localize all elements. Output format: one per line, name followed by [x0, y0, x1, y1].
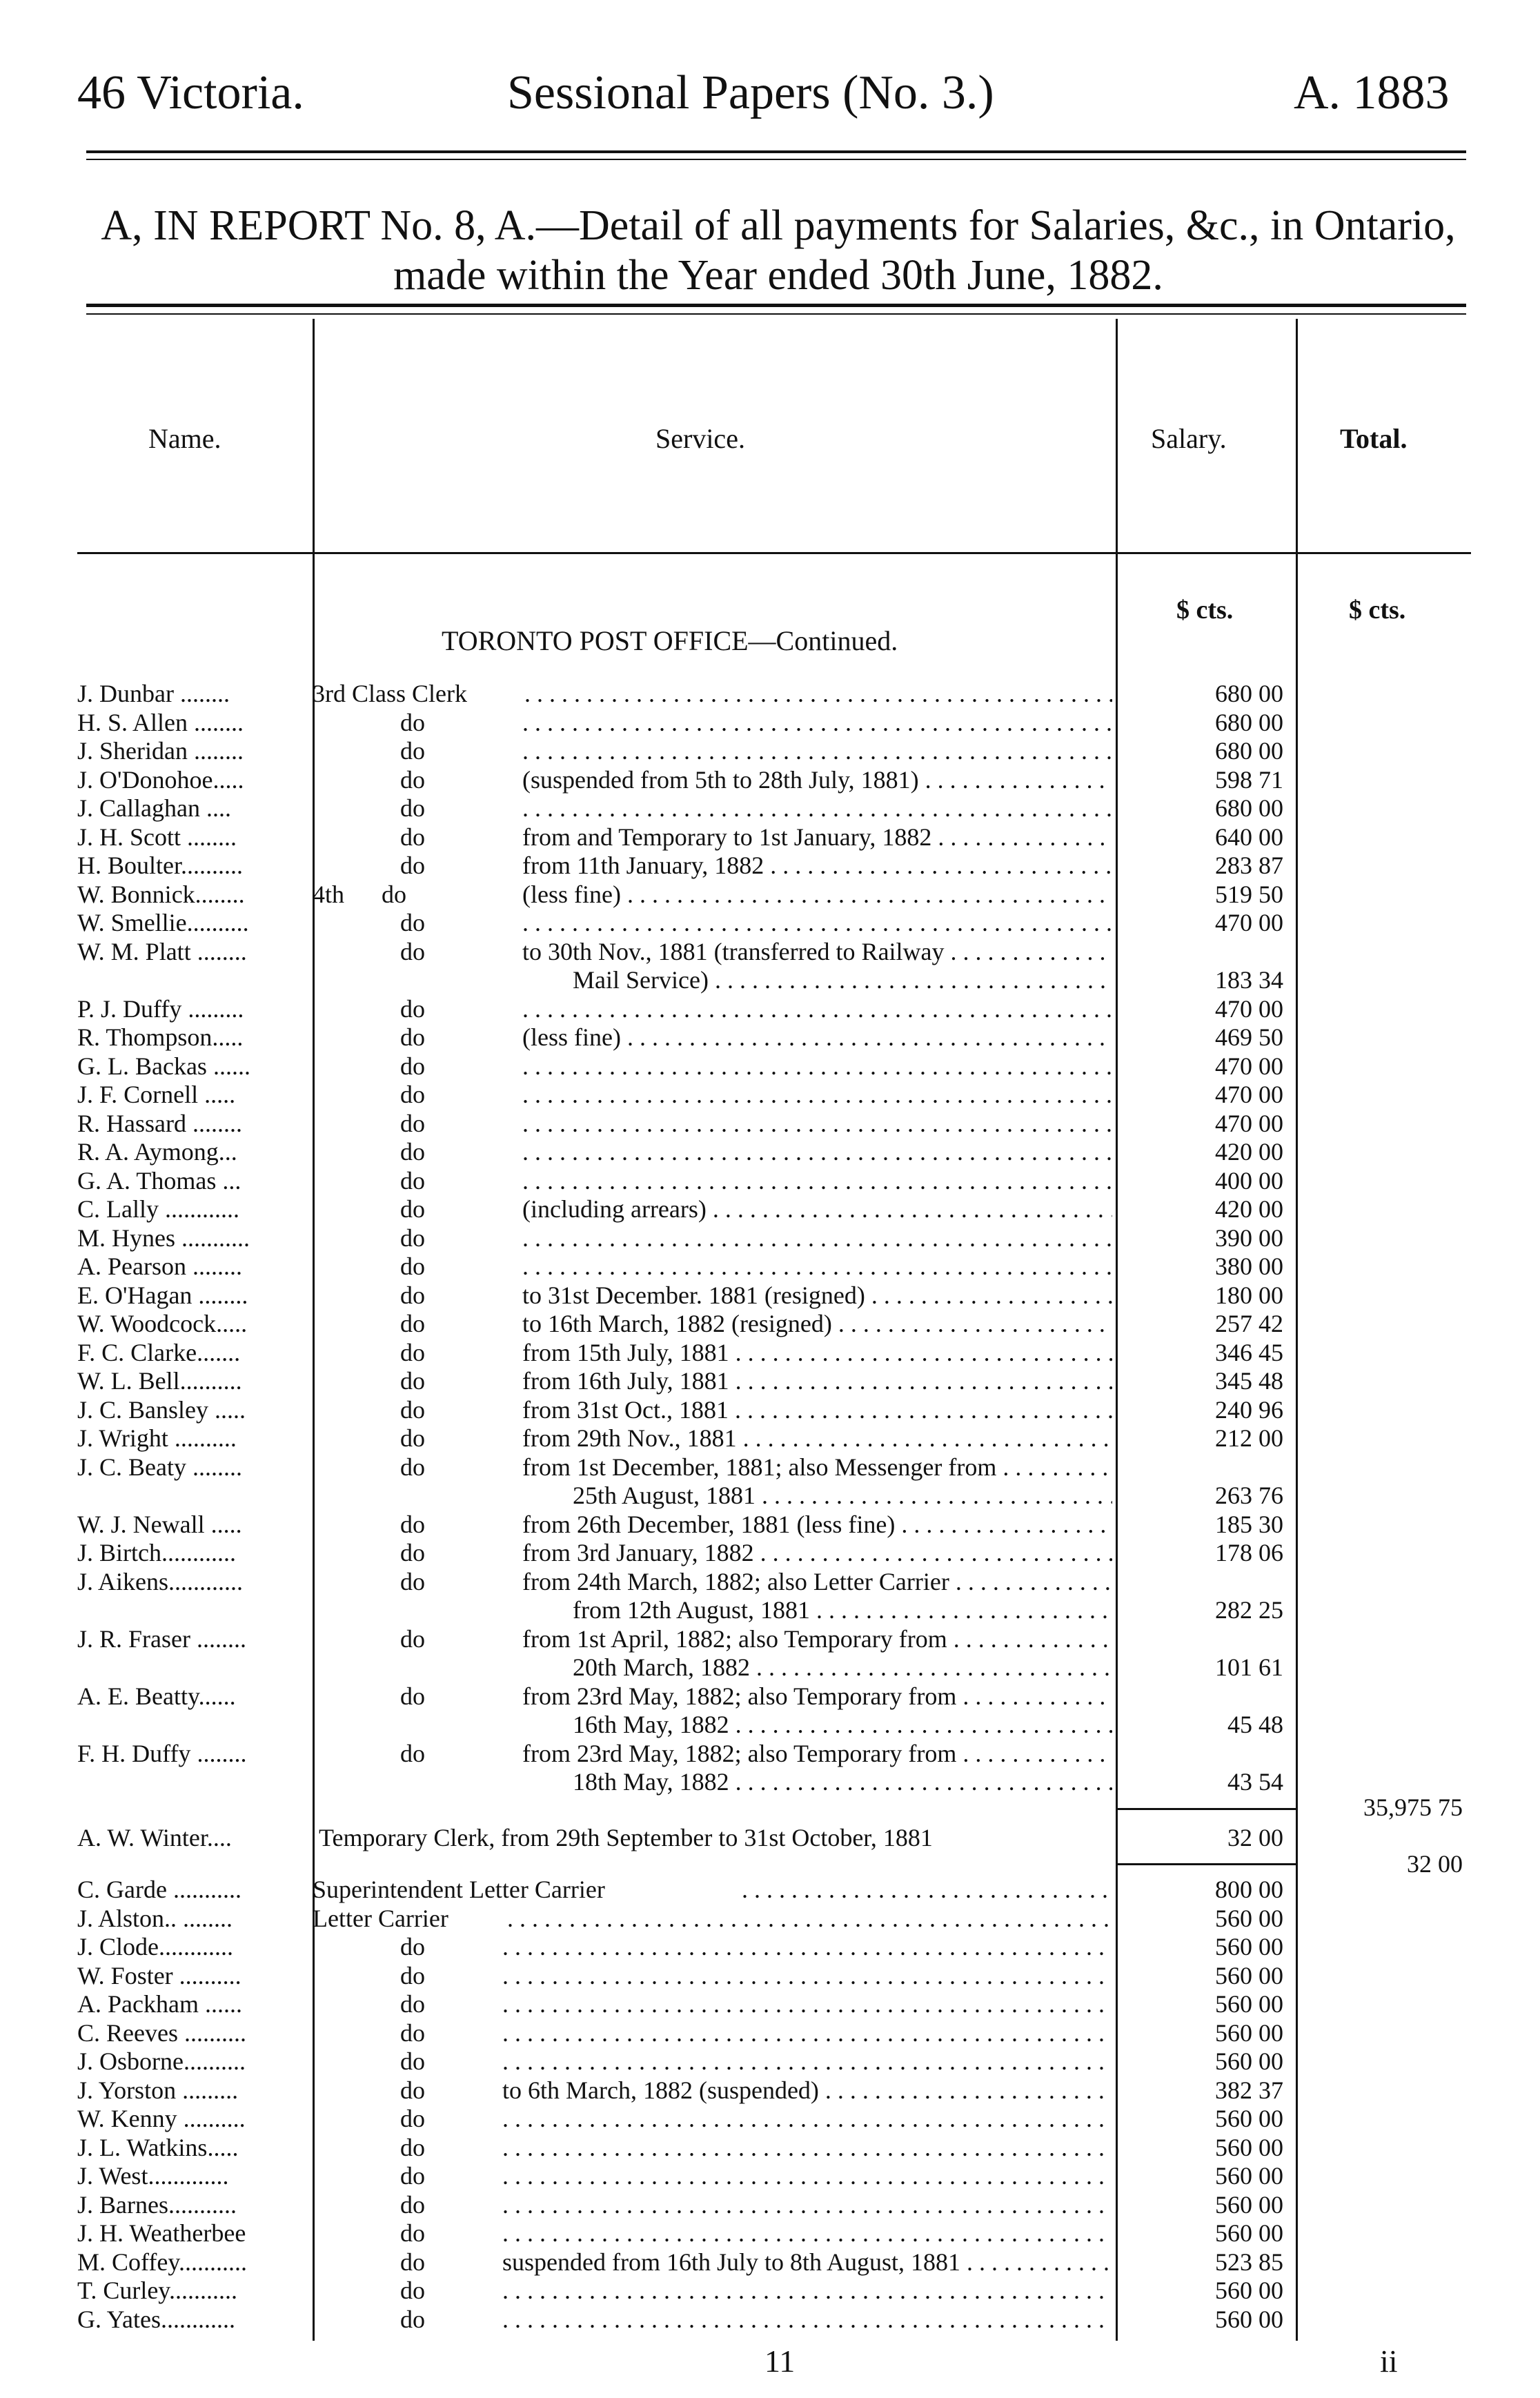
- row-salary: 420 00: [1215, 1138, 1283, 1166]
- table-row: [0, 938, 1540, 966]
- row-name: A. Pearson ........: [77, 1252, 242, 1280]
- subtotal-rule: [1118, 1808, 1296, 1810]
- row-name: J. Wright ..........: [77, 1424, 237, 1452]
- table-row: [0, 1511, 1540, 1539]
- winter-service: Temporary Clerk, from 29th September to 31st October, 1881: [319, 1824, 933, 1851]
- table-row: [0, 1453, 1540, 1482]
- row-service: Mail Service) . . .: [573, 966, 1112, 994]
- table-row: [0, 1281, 1540, 1310]
- row-salary: 680 00: [1215, 737, 1283, 765]
- row-salary: 560 00: [1215, 2219, 1283, 2247]
- row-name: W. Kenny ..........: [77, 2105, 246, 2132]
- table-row: [0, 1310, 1540, 1338]
- table-row: [0, 794, 1540, 823]
- row-service: 20th March, 1882 . . .: [573, 1653, 1112, 1682]
- table-row: [0, 1052, 1540, 1081]
- row-service: suspended from 16th July to 8th August, 1881 . . .: [502, 2248, 1112, 2277]
- row-name: J. Osborne..........: [77, 2047, 246, 2075]
- row-service: [524, 680, 1112, 708]
- row-name: J. Callaghan ....: [77, 794, 231, 822]
- row-class: do: [400, 1453, 425, 1481]
- row-service: from 24th March, 1882; also Letter Carrier . . .: [522, 1568, 1112, 1596]
- salary-unit: $ cts.: [1176, 596, 1234, 625]
- row-salary: 390 00: [1215, 1223, 1283, 1252]
- row-salary: 257 42: [1215, 1310, 1283, 1337]
- row-salary: 43 54: [1227, 1768, 1283, 1796]
- row-name: M. Coffey...........: [77, 2248, 247, 2276]
- row-salary: 598 71: [1215, 765, 1283, 794]
- table-row: [0, 1933, 1540, 1961]
- row-name: J. C. Beaty ........: [77, 1453, 242, 1481]
- row-salary: 380 00: [1215, 1252, 1283, 1280]
- row-salary: 283 87: [1215, 852, 1283, 879]
- row-name: J. L. Watkins.....: [77, 2133, 239, 2161]
- row-service: [522, 1081, 1112, 1109]
- row-salary: 470 00: [1215, 1109, 1283, 1137]
- row-class: Letter Carrier: [313, 1904, 448, 1932]
- row-name: J. R. Fraser ........: [77, 1624, 246, 1653]
- row-class: do: [400, 1624, 425, 1653]
- row-service: [742, 1876, 1112, 1904]
- table-row: [0, 766, 1540, 794]
- row-service: from 1st December, 1881; also Messenger from . . .: [522, 1453, 1112, 1482]
- row-class: do: [400, 1223, 425, 1252]
- row-service: [522, 995, 1112, 1023]
- row-service: from 16th July, 1881 . . .: [522, 1367, 1112, 1395]
- row-salary: 470 00: [1215, 909, 1283, 936]
- col-salary-header: Salary.: [1151, 423, 1227, 454]
- row-service: from and Temporary to 1st January, 1882 . . .: [522, 823, 1112, 852]
- row-salary: 185 30: [1215, 1510, 1283, 1538]
- table-row: [0, 1682, 1540, 1711]
- row-name: W. Bonnick........: [77, 880, 245, 908]
- row-salary: 345 48: [1215, 1367, 1283, 1395]
- table-row: [0, 1596, 1540, 1624]
- row-salary: 680 00: [1215, 680, 1283, 707]
- table-row: [0, 737, 1540, 765]
- row-service: [502, 2162, 1112, 2190]
- header-center: Sessional Papers (No. 3.): [507, 66, 994, 119]
- row-class: do: [400, 2219, 425, 2247]
- row-name: A. E. Beatty......: [77, 1682, 236, 1710]
- header-right: A. 1883: [1294, 66, 1450, 119]
- table-row: [0, 1711, 1540, 1739]
- table-row: [0, 1224, 1540, 1252]
- row-salary: 183 34: [1215, 966, 1283, 994]
- row-class: Superintendent Letter Carrier: [313, 1876, 605, 1903]
- row-salary: 560 00: [1215, 1990, 1283, 2018]
- row-salary: 560 00: [1215, 2105, 1283, 2132]
- row-name: C. Reeves ..........: [77, 2018, 246, 2047]
- table-row: [0, 1653, 1540, 1682]
- row-name: W. M. Platt ........: [77, 937, 247, 965]
- row-service: [502, 2277, 1112, 2305]
- row-name: E. O'Hagan ........: [77, 1281, 248, 1309]
- row-salary: 420 00: [1215, 1195, 1283, 1223]
- row-class: do: [400, 2133, 425, 2161]
- row-name: G. Yates............: [77, 2305, 236, 2333]
- row-service: [502, 2019, 1112, 2047]
- row-class: do: [400, 2277, 425, 2304]
- col-name-header: Name.: [148, 423, 221, 454]
- row-class: do: [400, 1023, 425, 1051]
- row-name: C. Garde ...........: [77, 1876, 241, 1903]
- row-salary: 470 00: [1215, 994, 1283, 1023]
- row-salary: 560 00: [1215, 1904, 1283, 1932]
- row-class: do: [400, 1424, 425, 1452]
- table-row: [0, 709, 1540, 737]
- row-name: J. C. Bansley .....: [77, 1395, 246, 1424]
- row-class: do: [400, 794, 425, 822]
- row-service: [507, 1905, 1112, 1933]
- row-class: do: [400, 1682, 425, 1710]
- col-service-header: Service.: [655, 423, 745, 454]
- table-row: [0, 1167, 1540, 1195]
- row-class: do: [400, 765, 425, 794]
- row-service: [522, 1224, 1112, 1252]
- table-row: [0, 1990, 1540, 2018]
- row-salary: 680 00: [1215, 794, 1283, 822]
- row-service: to 31st December. 1881 (resigned) . . .: [522, 1281, 1112, 1310]
- row-class: do: [400, 1195, 425, 1223]
- subtotal-clerks: 35,975 75: [1363, 1793, 1463, 1821]
- row-name: W. Woodcock.....: [77, 1310, 248, 1337]
- table-row: [0, 1424, 1540, 1453]
- table-row: [0, 1195, 1540, 1223]
- row-salary: 560 00: [1215, 1961, 1283, 1989]
- row-salary: 469 50: [1215, 1023, 1283, 1051]
- header-rule-top: [86, 150, 1466, 153]
- row-salary: 240 96: [1215, 1395, 1283, 1424]
- winter-total: 32 00: [1407, 1850, 1463, 1878]
- row-name: J. Yorston .........: [77, 2076, 239, 2104]
- row-name: J. Sheridan ........: [77, 737, 244, 765]
- row-salary: 282 25: [1215, 1596, 1283, 1624]
- table-row: [0, 2219, 1540, 2248]
- row-class: do: [400, 2105, 425, 2132]
- row-service: [502, 2219, 1112, 2248]
- row-service: from 26th December, 1881 (less fine) . . .: [522, 1511, 1112, 1539]
- row-class: do: [400, 994, 425, 1023]
- col-total-header: Total.: [1340, 423, 1408, 454]
- table-row: [0, 2134, 1540, 2162]
- row-class: 3rd Class Clerk: [313, 680, 467, 707]
- row-name: J. Aikens............: [77, 1567, 244, 1595]
- row-service: [502, 1990, 1112, 2018]
- row-name: H. Boulter..........: [77, 852, 243, 879]
- row-salary: 800 00: [1215, 1876, 1283, 1903]
- table-row: [0, 2162, 1540, 2190]
- row-salary: 519 50: [1215, 880, 1283, 908]
- row-class: do: [400, 1933, 425, 1960]
- row-name: M. Hynes ...........: [77, 1223, 250, 1252]
- row-service: from 31st Oct., 1881 . . .: [522, 1396, 1112, 1424]
- table-row: [0, 881, 1540, 909]
- row-class: do: [400, 1281, 425, 1309]
- row-salary: 346 45: [1215, 1338, 1283, 1366]
- row-class: do: [400, 1338, 425, 1366]
- row-salary: 263 76: [1215, 1482, 1283, 1509]
- row-class: do: [400, 1138, 425, 1166]
- row-service: from 11th January, 1882 . . .: [522, 852, 1112, 880]
- row-service: from 3rd January, 1882 . . .: [522, 1539, 1112, 1567]
- row-service: to 6th March, 1882 (suspended) . . .: [502, 2076, 1112, 2105]
- row-service: to 30th Nov., 1881 (transferred to Railway . . .: [522, 938, 1112, 966]
- row-name: J. Clode............: [77, 1933, 234, 1960]
- row-class: do: [400, 1961, 425, 1989]
- row-service: [502, 2306, 1112, 2334]
- row-salary: 560 00: [1215, 2162, 1283, 2190]
- table-row: [0, 1138, 1540, 1166]
- row-class: do: [400, 1395, 425, 1424]
- row-salary: 680 00: [1215, 708, 1283, 736]
- row-service: 25th August, 1881 . . .: [573, 1482, 1112, 1510]
- row-name: J. Birtch............: [77, 1539, 236, 1566]
- row-class: do: [400, 2248, 425, 2276]
- row-name: A. Packham ......: [77, 1990, 242, 2018]
- row-class: do: [400, 1166, 425, 1195]
- row-salary: 212 00: [1215, 1424, 1283, 1452]
- row-service: [502, 2047, 1112, 2076]
- row-class: do: [400, 1081, 425, 1108]
- row-service: (less fine) . . .: [522, 1023, 1112, 1052]
- row-name: J. Barnes...........: [77, 2190, 237, 2219]
- table-row: [0, 1876, 1540, 1904]
- row-name: J. F. Cornell .....: [77, 1081, 236, 1108]
- row-class: do: [400, 2076, 425, 2104]
- row-salary: 640 00: [1215, 823, 1283, 851]
- header-rule-bottom: [86, 159, 1466, 160]
- table-row: [0, 1081, 1540, 1109]
- row-service: [522, 1167, 1112, 1195]
- table-row: [0, 2248, 1540, 2277]
- table-row: [0, 823, 1540, 852]
- row-class: do: [400, 2047, 425, 2075]
- row-salary: 45 48: [1227, 1711, 1283, 1738]
- table-row: [0, 2191, 1540, 2219]
- row-service: from 23rd May, 1882; also Temporary from . . .: [522, 1682, 1112, 1711]
- row-salary: 101 61: [1215, 1653, 1283, 1681]
- row-service: (less fine) . . .: [522, 881, 1112, 909]
- row-name: J. O'Donohoe.....: [77, 765, 244, 794]
- row-service: from 1st April, 1882; also Temporary from . . .: [522, 1625, 1112, 1653]
- row-name: G. L. Backas ......: [77, 1052, 250, 1080]
- row-service: from 15th July, 1881 . . .: [522, 1339, 1112, 1367]
- table-row: [0, 1539, 1540, 1567]
- table-row: [0, 1905, 1540, 1933]
- row-service: [522, 709, 1112, 737]
- row-name: W. Smellie..........: [77, 909, 249, 936]
- row-class: do: [400, 852, 425, 879]
- row-service: (including arrears) . . .: [522, 1195, 1112, 1223]
- table-row: [0, 2306, 1540, 2334]
- table-row: [0, 2277, 1540, 2305]
- row-class: do: [400, 1567, 425, 1595]
- row-name: F. C. Clarke.......: [77, 1338, 241, 1366]
- row-class: do: [400, 1990, 425, 2018]
- table-row: [0, 1568, 1540, 1596]
- row-service: [522, 1052, 1112, 1081]
- table-row: [0, 995, 1540, 1023]
- row-service: [502, 2191, 1112, 2219]
- row-salary: 178 06: [1215, 1539, 1283, 1566]
- row-service: [522, 794, 1112, 823]
- row-name: R. Hassard ........: [77, 1109, 242, 1137]
- winter-rule: [1118, 1863, 1296, 1865]
- row-name: J. Dunbar ........: [77, 680, 230, 707]
- row-service: [522, 909, 1112, 937]
- row-name: P. J. Duffy .........: [77, 994, 244, 1023]
- row-class: do: [400, 1739, 425, 1767]
- row-name: J. Alston.. ........: [77, 1904, 233, 1932]
- row-class: do: [400, 1052, 425, 1080]
- row-salary: 470 00: [1215, 1081, 1283, 1108]
- table-row: [0, 2047, 1540, 2076]
- row-salary: 470 00: [1215, 1052, 1283, 1080]
- table-row: [0, 1396, 1540, 1424]
- row-name: H. S. Allen ........: [77, 708, 244, 736]
- row-class: do: [400, 909, 425, 936]
- table-row: [0, 1740, 1540, 1768]
- row-salary: 523 85: [1215, 2248, 1283, 2276]
- table-row: [0, 2105, 1540, 2133]
- row-name: R. A. Aymong...: [77, 1138, 237, 1166]
- row-class: do: [400, 1109, 425, 1137]
- row-class: do: [400, 2162, 425, 2190]
- table-row: [0, 1367, 1540, 1395]
- row-name: R. Thompson.....: [77, 1023, 244, 1051]
- row-class: do: [400, 1367, 425, 1395]
- table-row: [0, 852, 1540, 880]
- row-name: G. A. Thomas ...: [77, 1166, 241, 1195]
- table-row: [0, 2076, 1540, 2105]
- title-rule-bottom: [86, 313, 1466, 315]
- row-salary: 560 00: [1215, 2133, 1283, 2161]
- row-class: do: [400, 708, 425, 736]
- section-heading: TORONTO POST OFFICE—Continued.: [442, 625, 898, 656]
- row-service: [522, 1252, 1112, 1281]
- table-row: [0, 2019, 1540, 2047]
- row-name: J. West.............: [77, 2162, 229, 2190]
- row-name: J. H. Weatherbee: [77, 2219, 246, 2247]
- page-marker: ii: [1380, 2343, 1398, 2379]
- row-service: from 29th Nov., 1881 . . .: [522, 1424, 1112, 1453]
- row-salary: 382 37: [1215, 2076, 1283, 2104]
- row-service: [502, 2134, 1112, 2162]
- row-class: do: [400, 1539, 425, 1566]
- row-class: do: [400, 2190, 425, 2219]
- row-service: to 16th March, 1882 (resigned) . . .: [522, 1310, 1112, 1338]
- row-name: T. Curley...........: [77, 2277, 237, 2304]
- report-title-line1: A, IN REPORT No. 8, A.—Detail of all payments for Salaries, &c., in Ontario,: [101, 202, 1456, 249]
- row-service: [522, 737, 1112, 765]
- table-row: [0, 966, 1540, 994]
- row-salary: 400 00: [1215, 1166, 1283, 1195]
- row-name: W. L. Bell..........: [77, 1367, 242, 1395]
- row-salary: 560 00: [1215, 2047, 1283, 2075]
- table-row: [0, 1023, 1540, 1052]
- row-salary: 560 00: [1215, 2305, 1283, 2333]
- row-salary: 560 00: [1215, 1933, 1283, 1960]
- row-service: from 12th August, 1881 . . .: [573, 1596, 1112, 1624]
- report-title-line2: made within the Year ended 30th June, 1882.: [393, 252, 1163, 299]
- table-row: [0, 680, 1540, 708]
- total-unit: $ cts.: [1349, 596, 1406, 625]
- winter-row: [0, 1824, 1540, 1852]
- winter-salary: 32 00: [1227, 1824, 1283, 1851]
- table-row: [0, 1339, 1540, 1367]
- row-class: do: [400, 823, 425, 851]
- header-underline-name: [77, 552, 315, 554]
- table-row: [0, 1252, 1540, 1281]
- page-number: 11: [764, 2343, 796, 2379]
- row-name: W. Foster ..........: [77, 1961, 241, 1989]
- winter-name: A. W. Winter....: [77, 1824, 232, 1851]
- row-service: [502, 2105, 1112, 2133]
- table-row: [0, 1625, 1540, 1653]
- row-service: from 23rd May, 1882; also Temporary from . . .: [522, 1740, 1112, 1768]
- row-service: [502, 1962, 1112, 1990]
- row-class: do: [400, 937, 425, 965]
- row-salary: 560 00: [1215, 2018, 1283, 2047]
- row-name: W. J. Newall .....: [77, 1510, 242, 1538]
- row-service: [502, 1933, 1112, 1961]
- table-row: [0, 1768, 1540, 1796]
- row-salary: 560 00: [1215, 2277, 1283, 2304]
- row-service: [522, 1138, 1112, 1166]
- row-service: 18th May, 1882 . . .: [573, 1768, 1112, 1796]
- row-class: do: [400, 2018, 425, 2047]
- row-name: J. H. Scott ........: [77, 823, 237, 851]
- row-class: do: [400, 1310, 425, 1337]
- table-row: [0, 1962, 1540, 1990]
- row-service: 16th May, 1882 . . .: [573, 1711, 1112, 1739]
- row-class: 4th do: [313, 880, 407, 908]
- table-row: [0, 909, 1540, 937]
- table-row: [0, 1482, 1540, 1510]
- table-row: [0, 1110, 1540, 1138]
- row-class: do: [400, 1510, 425, 1538]
- row-service: [522, 1110, 1112, 1138]
- row-salary: 560 00: [1215, 2190, 1283, 2219]
- row-name: F. H. Duffy ........: [77, 1739, 247, 1767]
- row-salary: 180 00: [1215, 1281, 1283, 1309]
- row-service: (suspended from 5th to 28th July, 1881) . . .: [522, 766, 1112, 794]
- row-class: do: [400, 1252, 425, 1280]
- row-name: C. Lally ............: [77, 1195, 239, 1223]
- row-class: do: [400, 737, 425, 765]
- title-rule-top: [86, 304, 1466, 307]
- row-class: do: [400, 2305, 425, 2333]
- header-left: 46 Victoria.: [77, 66, 304, 119]
